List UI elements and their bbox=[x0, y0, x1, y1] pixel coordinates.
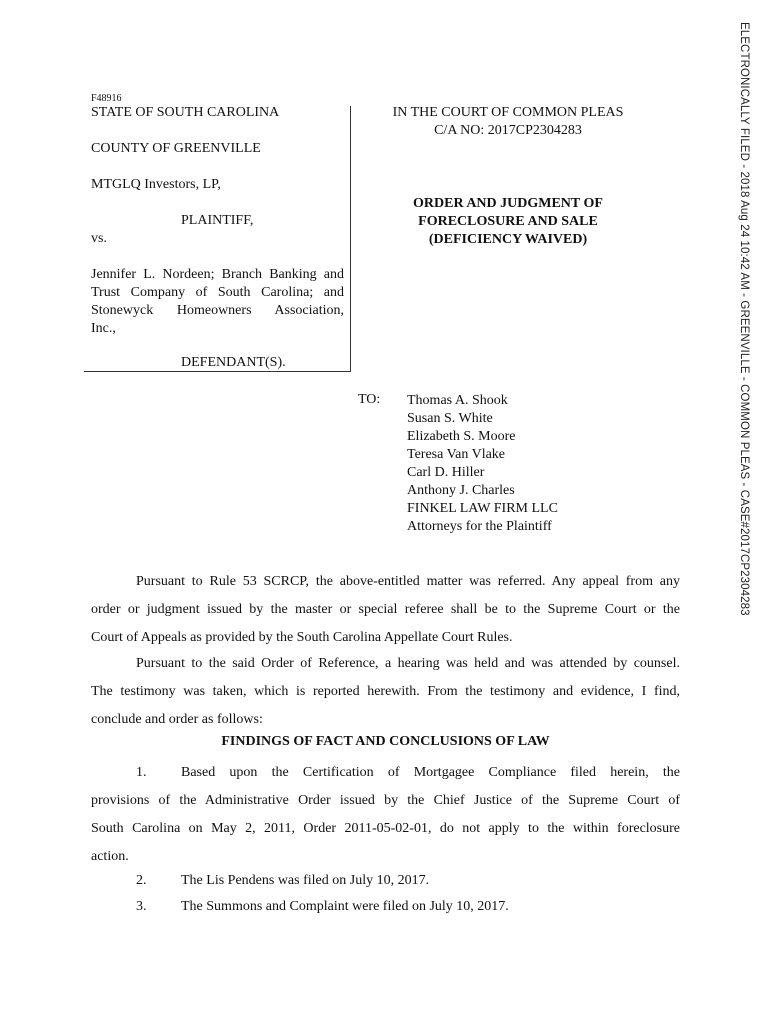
filing-stamp: ELECTRONICALLY FILED - 2018 Aug 24 10:42 AM - GREENVILLE - COMMON PLEAS - CASE#2017CP2304283 bbox=[738, 22, 750, 616]
order-title-line: FORECLOSURE AND SALE bbox=[418, 214, 598, 229]
finding-item-1 bbox=[91, 759, 680, 871]
finding-item-2: The Lis Pendens was filed on July 10, 2017. bbox=[181, 873, 430, 888]
attorney-name: Anthony J. Charles bbox=[407, 483, 515, 498]
file-number: F48916 bbox=[91, 93, 122, 104]
paragraph-line: Court of Appeals as provided by the South Carolina Appellate Court Rules. bbox=[91, 630, 513, 645]
defendants-block bbox=[91, 266, 344, 338]
plaintiff-label: PLAINTIFF, bbox=[181, 213, 254, 228]
caption-divider-horizontal bbox=[84, 371, 351, 372]
attorney-name: Carl D. Hiller bbox=[407, 465, 485, 480]
attorney-name: Susan S. White bbox=[407, 411, 493, 426]
order-title-line: (DEFICIENCY WAIVED) bbox=[428, 232, 588, 247]
plaintiff-name: MTGLQ Investors, LP, bbox=[91, 177, 221, 192]
defendants-line: Stonewyck Homeowners Association, bbox=[91, 303, 344, 318]
paragraph-hearing bbox=[91, 650, 680, 734]
order-title-line: ORDER AND JUDGMENT OF bbox=[413, 196, 603, 211]
law-firm-name: FINKEL LAW FIRM LLC bbox=[407, 501, 558, 516]
item-number: 1. bbox=[136, 765, 147, 780]
versus-label: vs. bbox=[91, 231, 107, 246]
attorney-name: Thomas A. Shook bbox=[407, 393, 508, 408]
state-heading: STATE OF SOUTH CAROLINA bbox=[91, 105, 280, 120]
paragraph-line: South Carolina on May 2, 2011, Order 2011-05-02-01, do not apply to the within foreclosure bbox=[91, 821, 680, 836]
attorneys-role: Attorneys for the Plaintiff bbox=[407, 519, 552, 534]
paragraph-line: Pursuant to the said Order of Reference, a hearing was held and was attended by counsel. bbox=[136, 656, 680, 671]
paragraph-line: Pursuant to Rule 53 SCRCP, the above-entitled matter was referred. Any appeal from any bbox=[136, 574, 680, 589]
defendants-line: Jennifer L. Nordeen; Branch Banking and bbox=[91, 267, 344, 282]
caption-divider-vertical bbox=[350, 106, 351, 371]
item-number: 3. bbox=[136, 899, 147, 914]
item-number: 2. bbox=[136, 873, 147, 888]
paragraph-line: provisions of the Administrative Order issued by the Chief Justice of the Supreme Court of bbox=[91, 793, 680, 808]
defendants-line: Inc., bbox=[91, 321, 116, 336]
defendants-line: Trust Company of South Carolina; and bbox=[91, 285, 344, 300]
county-heading: COUNTY OF GREENVILLE bbox=[91, 141, 261, 156]
paragraph-line: conclude and order as follows: bbox=[91, 712, 263, 727]
order-title bbox=[358, 195, 658, 249]
attorney-list bbox=[407, 392, 558, 536]
court-heading: IN THE COURT OF COMMON PLEAS bbox=[392, 105, 624, 120]
findings-heading: FINDINGS OF FACT AND CONCLUSIONS OF LAW bbox=[221, 734, 550, 749]
attorney-name: Elizabeth S. Moore bbox=[407, 429, 516, 444]
defendant-label: DEFENDANT(S). bbox=[181, 355, 286, 370]
to-label: TO: bbox=[358, 392, 381, 407]
attorney-name: Teresa Van Vlake bbox=[407, 447, 506, 462]
case-number: C/A NO: 2017CP2304283 bbox=[434, 123, 582, 138]
paragraph-line: action. bbox=[91, 849, 129, 864]
paragraph-line: The testimony was taken, which is reported herewith. From the testimony and evidence, I find, bbox=[91, 684, 680, 699]
paragraph-line: order or judgment issued by the master or special referee shall be to the Supreme Court or the bbox=[91, 602, 680, 617]
paragraph-line: Based upon the Certification of Mortgagee Compliance filed herein, the bbox=[181, 765, 680, 780]
paragraph-referral bbox=[91, 568, 680, 652]
finding-item-3: The Summons and Complaint were filed on July 10, 2017. bbox=[181, 899, 509, 914]
